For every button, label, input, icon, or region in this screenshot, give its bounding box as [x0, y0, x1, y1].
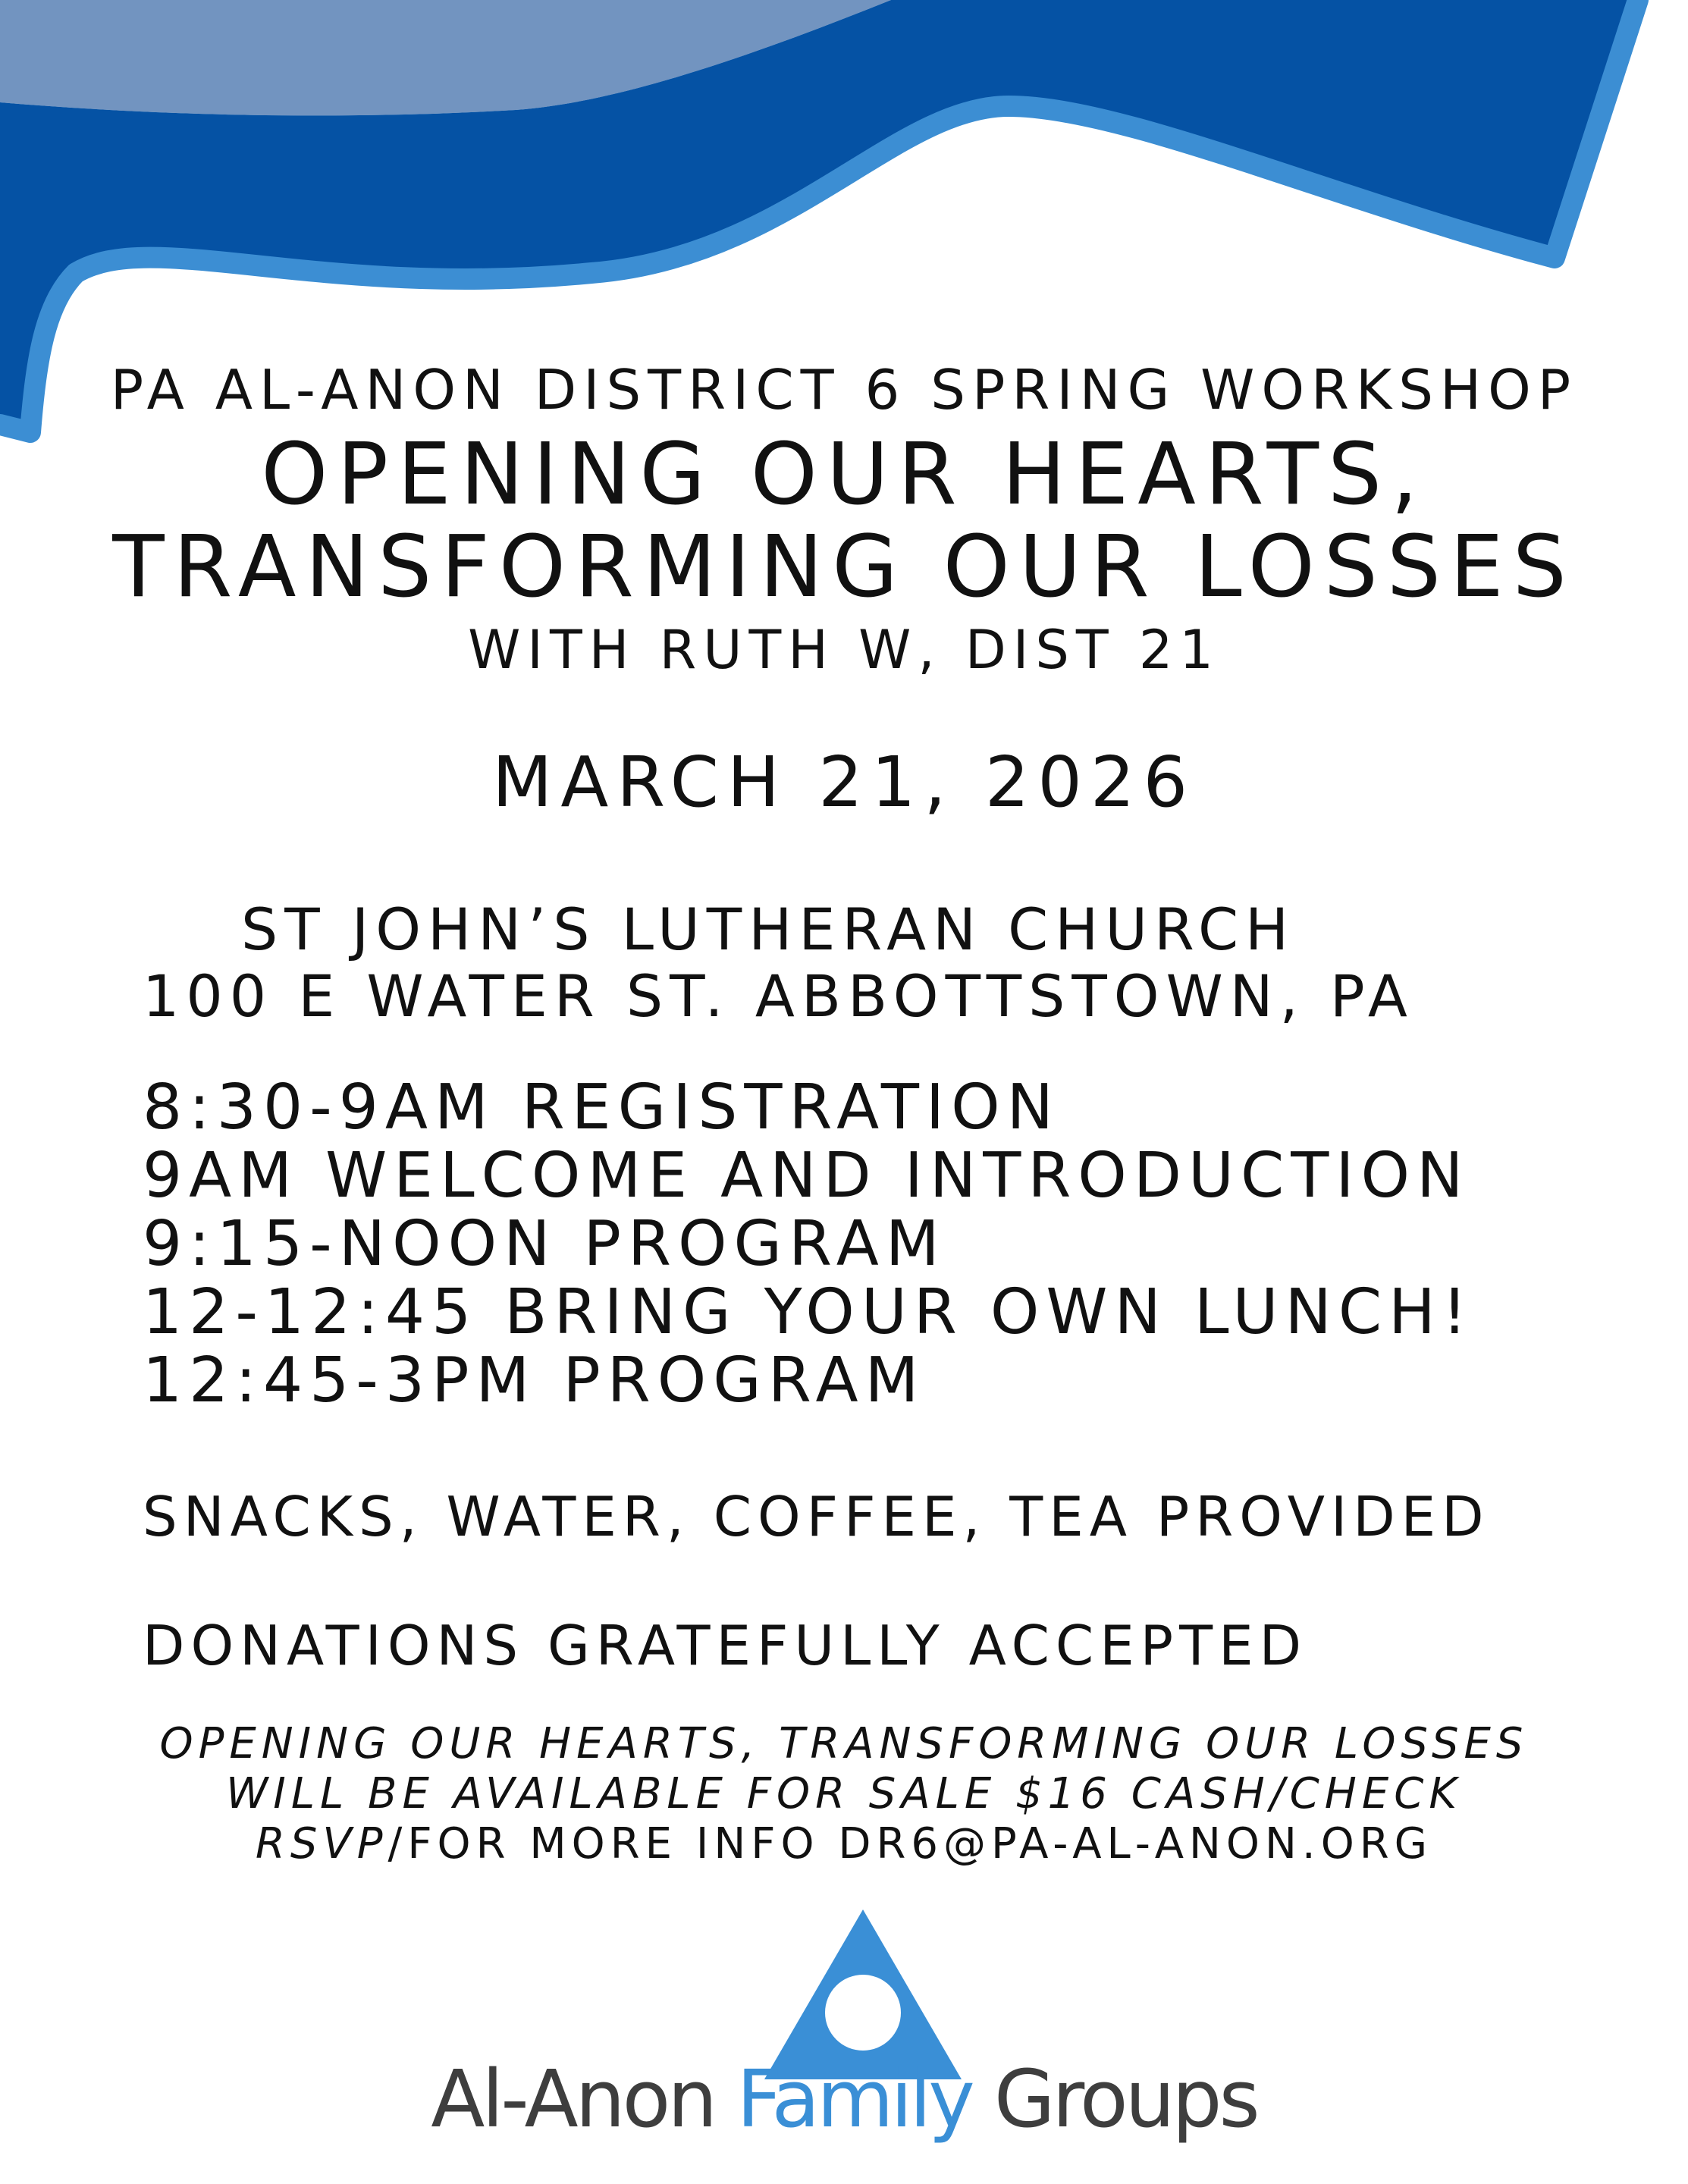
rsvp-contact: /FOR MORE INFO DR6@PA-AL-ANON.ORG	[387, 1819, 1433, 1869]
title-line-2: TRANSFORMING OUR LOSSES	[112, 518, 1576, 617]
logo-word-groups: Groups	[993, 2053, 1257, 2145]
rsvp-label: RSVP	[255, 1819, 388, 1869]
schedule-item: 8:30-9AM REGISTRATION	[143, 1072, 1060, 1144]
workshop-subtitle: PA AL-ANON DISTRICT 6 SPRING WORKSHOP	[110, 358, 1578, 422]
venue-name: ST JOHN’S LUTHERAN CHURCH	[241, 896, 1296, 963]
schedule-item: 9:15-NOON PROGRAM	[143, 1208, 946, 1280]
venue-address: 100 E WATER ST. ABBOTTSTOWN, PA	[143, 962, 1414, 1030]
schedule-item: 12:45-3PM PROGRAM	[143, 1345, 926, 1417]
logo-word-family: Family	[736, 2053, 972, 2145]
rsvp-line	[0, 1819, 1688, 1869]
book-title-note: OPENING OUR HEARTS, TRANSFORMING OUR LOSSES	[159, 1719, 1529, 1768]
logo-wordmark	[0, 2053, 1688, 2145]
book-sale-note: WILL BE AVAILABLE FOR SALE $16 CASH/CHECK	[225, 1769, 1463, 1818]
title-line-1: OPENING OUR HEARTS,	[261, 425, 1427, 524]
refreshments-note: SNACKS, WATER, COFFEE, TEA PROVIDED	[143, 1485, 1490, 1549]
event-date: MARCH 21, 2026	[491, 742, 1196, 823]
schedule-item: 9AM WELCOME AND INTRODUCTION	[143, 1140, 1470, 1212]
donations-note: DONATIONS GRATEFULLY ACCEPTED	[143, 1614, 1308, 1677]
schedule-item: 12-12:45 BRING YOUR OWN LUNCH!	[143, 1276, 1474, 1348]
speaker-line: WITH RUTH W, DIST 21	[468, 619, 1220, 681]
logo-word-al-anon: Al-Anon	[431, 2053, 715, 2145]
